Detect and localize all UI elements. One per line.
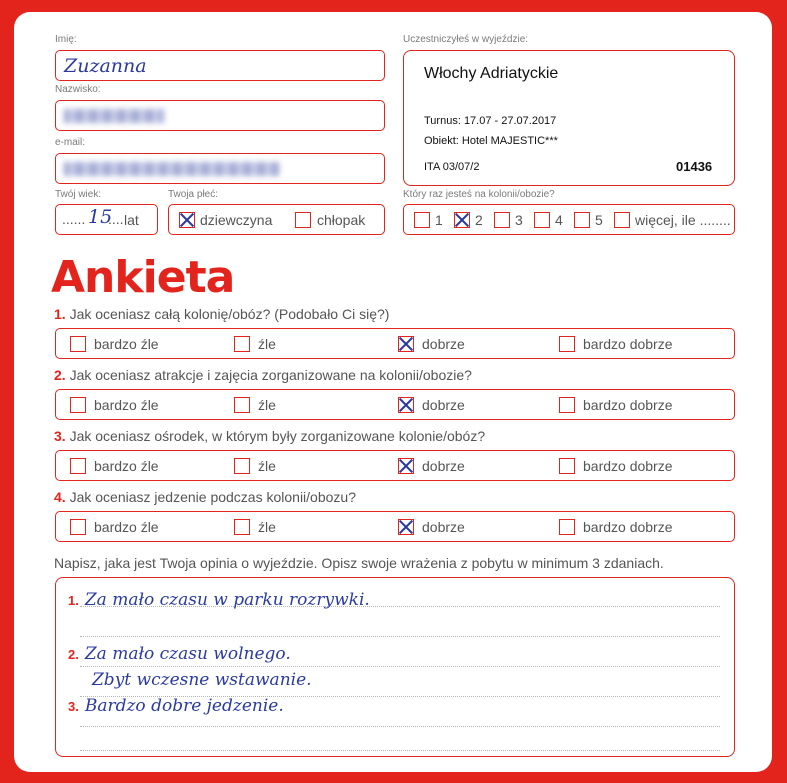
- times-field: [403, 204, 735, 235]
- trip-number: 01436: [676, 159, 713, 174]
- ruler-line: [80, 666, 720, 667]
- surname-label: Nazwisko:: [55, 84, 101, 95]
- gender-label: Twoja płeć:: [168, 189, 219, 200]
- question-text: Jak oceniasz całą kolonię/obóz? (Podobało Ci się?): [69, 306, 390, 322]
- rating-label: bardzo źle: [94, 519, 159, 535]
- rating-label: bardzo źle: [94, 336, 159, 352]
- times-4-checkbox[interactable]: [534, 212, 550, 228]
- ruler-line: [80, 726, 720, 727]
- opinion-line-2b: [92, 670, 312, 690]
- rating-label: dobrze: [422, 336, 465, 352]
- email-redacted: [64, 162, 279, 176]
- times-label: Który raz jesteś na kolonii/obozie?: [403, 189, 555, 200]
- opinion-text: Za mało czasu wolnego.: [84, 644, 291, 664]
- surname-field[interactable]: [55, 100, 385, 131]
- rating-checkbox[interactable]: [234, 336, 250, 352]
- rating-label: dobrze: [422, 519, 465, 535]
- rating-checkbox[interactable]: [70, 336, 86, 352]
- question-1-text: [54, 306, 389, 322]
- question-4-options: [55, 511, 735, 542]
- opinion-number: 2.: [68, 647, 79, 662]
- trip-label: Uczestniczyłeś w wyjeździe:: [403, 34, 529, 45]
- question-2-text: [54, 367, 472, 383]
- age-label: Twój wiek:: [55, 189, 102, 200]
- surname-redacted: [64, 109, 164, 123]
- rating-label: źle: [258, 519, 276, 535]
- gender-field: [168, 204, 385, 235]
- rating-label: bardzo źle: [94, 458, 159, 474]
- times-more-label: więcej, ile ........: [635, 212, 731, 228]
- rating-checkbox[interactable]: [398, 458, 414, 474]
- question-4-text: [54, 489, 356, 505]
- question-number: 3.: [54, 428, 66, 444]
- name-value: Zuzanna: [64, 55, 147, 77]
- opinion-line-1: [68, 590, 370, 610]
- question-2-options: [55, 389, 735, 420]
- opinion-number: 1.: [68, 593, 79, 608]
- name-field[interactable]: [55, 50, 385, 81]
- question-3-text: [54, 428, 485, 444]
- gender-boy-checkbox[interactable]: [295, 212, 311, 228]
- times-2-label: 2: [475, 212, 483, 228]
- rating-checkbox[interactable]: [398, 397, 414, 413]
- rating-checkbox[interactable]: [234, 519, 250, 535]
- rating-label: bardzo dobrze: [583, 519, 673, 535]
- rating-label: dobrze: [422, 397, 465, 413]
- rating-label: bardzo dobrze: [583, 397, 673, 413]
- trip-object: Obiekt: Hotel MAJESTIC***: [424, 135, 558, 147]
- opinion-line-2: [68, 644, 291, 664]
- rating-label: bardzo dobrze: [583, 458, 673, 474]
- survey-title: Ankieta: [51, 252, 235, 303]
- question-number: 1.: [54, 306, 66, 322]
- age-dots-prefix: ......: [62, 211, 86, 227]
- times-3-checkbox[interactable]: [494, 212, 510, 228]
- rating-checkbox[interactable]: [559, 336, 575, 352]
- times-4-label: 4: [555, 212, 563, 228]
- rating-checkbox[interactable]: [559, 458, 575, 474]
- opinion-line-3: [68, 696, 284, 716]
- ruler-line: [80, 636, 720, 637]
- question-text: Jak oceniasz jedzenie podczas kolonii/obozu?: [69, 489, 356, 505]
- email-field[interactable]: [55, 153, 385, 184]
- rating-checkbox[interactable]: [559, 519, 575, 535]
- rating-label: źle: [258, 458, 276, 474]
- age-field[interactable]: [55, 204, 158, 235]
- opinion-text: Za mało czasu w parku rozrywki.: [84, 590, 370, 610]
- rating-checkbox[interactable]: [398, 336, 414, 352]
- rating-checkbox[interactable]: [559, 397, 575, 413]
- rating-label: źle: [258, 397, 276, 413]
- opinion-prompt: Napisz, jaka jest Twoja opinia o wyjeździe. Opisz swoje wrażenia z pobytu w minimum 3 zdaniach.: [54, 555, 664, 571]
- times-1-checkbox[interactable]: [414, 212, 430, 228]
- gender-girl-checkbox[interactable]: [179, 212, 195, 228]
- rating-checkbox[interactable]: [70, 519, 86, 535]
- times-5-label: 5: [595, 212, 603, 228]
- rating-checkbox[interactable]: [70, 458, 86, 474]
- trip-box: [403, 50, 735, 186]
- ruler-line: [80, 750, 720, 751]
- times-3-label: 3: [515, 212, 523, 228]
- question-3-options: [55, 450, 735, 481]
- age-value: 15: [88, 206, 113, 228]
- form-paper: [14, 12, 772, 772]
- question-number: 2.: [54, 367, 66, 383]
- opinion-box[interactable]: [55, 577, 735, 757]
- rating-checkbox[interactable]: [70, 397, 86, 413]
- rating-checkbox[interactable]: [398, 519, 414, 535]
- name-label: Imię:: [55, 34, 77, 45]
- question-text: Jak oceniasz atrakcje i zajęcia zorganizowane na kolonii/obozie?: [69, 367, 472, 383]
- question-text: Jak oceniasz ośrodek, w którym były zorganizowane kolonie/obóz?: [69, 428, 486, 444]
- rating-checkbox[interactable]: [234, 458, 250, 474]
- question-number: 4.: [54, 489, 66, 505]
- age-unit: lat: [124, 212, 139, 228]
- rating-label: źle: [258, 336, 276, 352]
- times-more-checkbox[interactable]: [614, 212, 630, 228]
- email-label: e-mail:: [55, 137, 86, 148]
- age-dots-suffix: ....: [108, 211, 124, 227]
- question-1-options: [55, 328, 735, 359]
- trip-turnus: Turnus: 17.07 - 27.07.2017: [424, 115, 557, 127]
- opinion-text: Bardzo dobre jedzenie.: [84, 696, 284, 716]
- times-5-checkbox[interactable]: [574, 212, 590, 228]
- trip-code: ITA 03/07/2: [424, 161, 480, 173]
- times-2-checkbox[interactable]: [454, 212, 470, 228]
- rating-label: bardzo dobrze: [583, 336, 673, 352]
- rating-label: bardzo źle: [94, 397, 159, 413]
- gender-girl-label: dziewczyna: [200, 212, 273, 228]
- gender-boy-label: chłopak: [317, 212, 366, 228]
- rating-label: dobrze: [422, 458, 465, 474]
- rating-checkbox[interactable]: [234, 397, 250, 413]
- opinion-text: Zbyt wczesne wstawanie.: [92, 670, 312, 690]
- times-1-label: 1: [435, 212, 443, 228]
- opinion-number: 3.: [68, 699, 79, 714]
- trip-destination: Włochy Adriatyckie: [424, 65, 559, 82]
